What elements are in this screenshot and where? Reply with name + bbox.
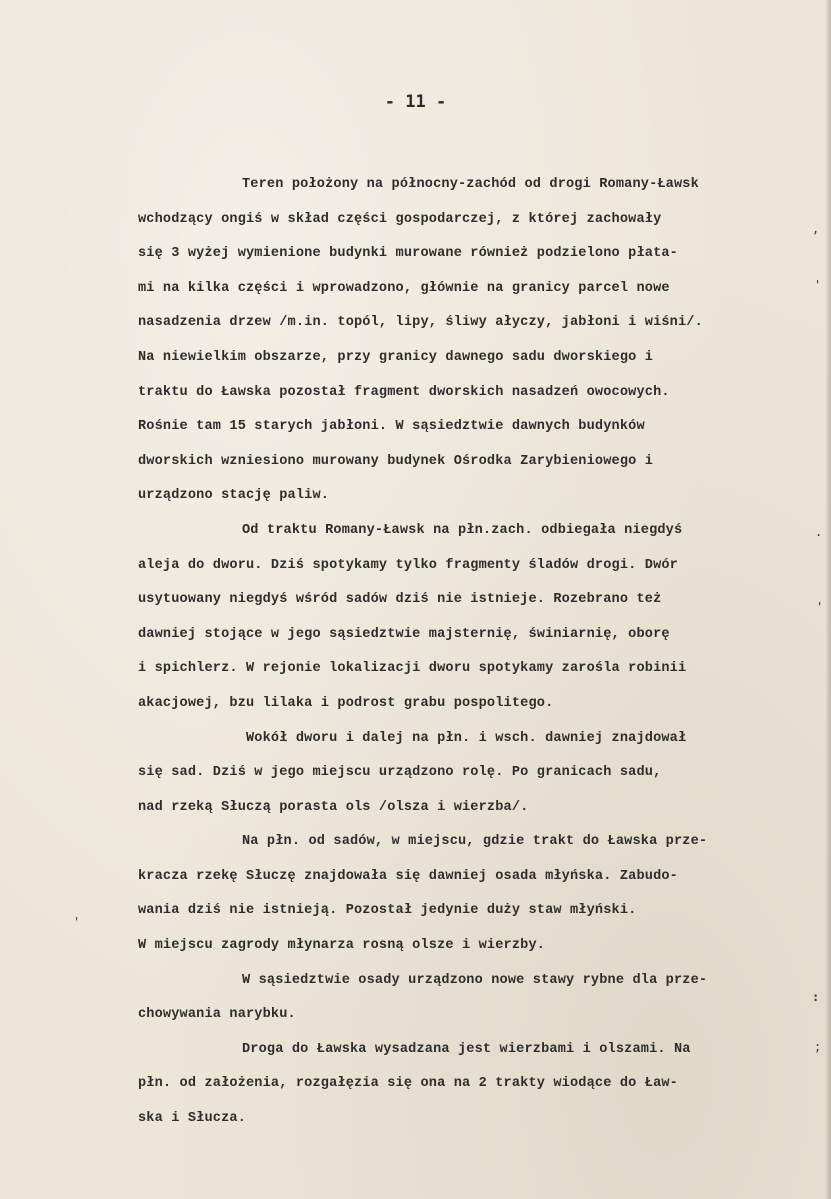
text-line: W miejscu zagrody młynarza rosną olsze i wierzby.	[138, 938, 546, 954]
text-line: kracza rzekę Słuczę znajdowała się dawniej osada młyńska. Zabudo-	[138, 868, 678, 884]
text-line: chowywania narybku.	[138, 1007, 296, 1023]
paragraph	[138, 514, 813, 722]
text-line: Rośnie tam 15 starych jabłoni. W sąsiedztwie dawnych budynków	[138, 419, 645, 435]
text-line: się sad. Dziś w jego miejscu urządzono rolę. Po granicach sadu,	[138, 765, 662, 781]
paragraph	[138, 1033, 813, 1137]
text-line: dawniej stojące w jego sąsiedztwie majsternię, świniarnię, oborę	[138, 626, 670, 642]
margin-mark: '	[816, 600, 824, 614]
text-line: i spichlerz. W rejonie lokalizacji dworu spotykamy zarośla robinii	[138, 661, 687, 677]
text-line: W sąsiedztwie osady urządzono nowe stawy rybne dla prze-	[242, 972, 708, 988]
page-number: - 11 -	[384, 92, 447, 112]
text-line: wchodzący ongiś w skład części gospodarczej, z której zachowały	[138, 211, 662, 227]
document-body	[138, 168, 813, 1137]
text-line: Wokół dworu i dalej na płn. i wsch. dawniej znajdował	[246, 730, 687, 746]
text-line: ska i Słucza.	[138, 1111, 246, 1127]
text-line: się 3 wyżej wymienione budynki murowane również podzielono płata-	[138, 246, 678, 262]
paragraph	[138, 964, 813, 1033]
margin-mark: ,	[812, 222, 820, 236]
page-edge-shadow	[825, 0, 831, 1199]
text-line: płn. od założenia, rozgałęzia się ona na 2 trakty wiodące do Ław-	[138, 1076, 678, 1092]
text-line: akacjowej, bzu lilaka i podrost grabu pospolitego.	[138, 695, 554, 711]
margin-mark: ;	[814, 1040, 822, 1054]
margin-mark: '	[814, 278, 822, 292]
text-line: nasadzenia drzew /m.in. topól, lipy, śliwy ałyczy, jabłoni i wiśni/.	[138, 315, 703, 331]
text-line: Na niewielkim obszarze, przy granicy dawnego sadu dworskiego i	[138, 349, 654, 365]
text-line: nad rzeką Słuczą porasta ols /olsza i wierzba/.	[138, 799, 529, 815]
margin-mark: '	[73, 915, 81, 929]
paragraph	[138, 825, 813, 963]
margin-mark: .	[815, 525, 823, 539]
text-line: usytuowany niegdyś wśród sadów dziś nie istnieje. Rozebrano też	[138, 592, 662, 608]
text-line: mi na kilka części i wprowadzono, głównie na granicy parcel nowe	[138, 280, 670, 296]
text-line: wania dziś nie istnieją. Pozostał jedynie duży staw młyński.	[138, 903, 637, 919]
text-line: Teren położony na północny-zachód od drogi Romany-Ławsk	[242, 177, 699, 192]
text-line: Od traktu Romany-Ławsk na płn.zach. odbiegała niegdyś	[242, 522, 683, 538]
text-line: aleja do dworu. Dziś spotykamy tylko fragmenty śladów drogi. Dwór	[138, 557, 678, 573]
text-line: urządzono stację paliw.	[138, 488, 330, 504]
text-line: Na płn. od sadów, w miejscu, gdzie trakt do Ławska prze-	[242, 834, 708, 850]
margin-mark: :	[812, 990, 820, 1004]
text-line: dworskich wzniesiono murowany budynek Ośrodka Zarybieniowego i	[138, 453, 654, 469]
text-line: Droga do Ławska wysadzana jest wierzbami i olszami. Na	[242, 1041, 691, 1057]
paragraph	[138, 722, 813, 826]
paragraph	[138, 168, 813, 514]
text-line: traktu do Ławska pozostał fragment dworskich nasadzeń owocowych.	[138, 384, 670, 400]
